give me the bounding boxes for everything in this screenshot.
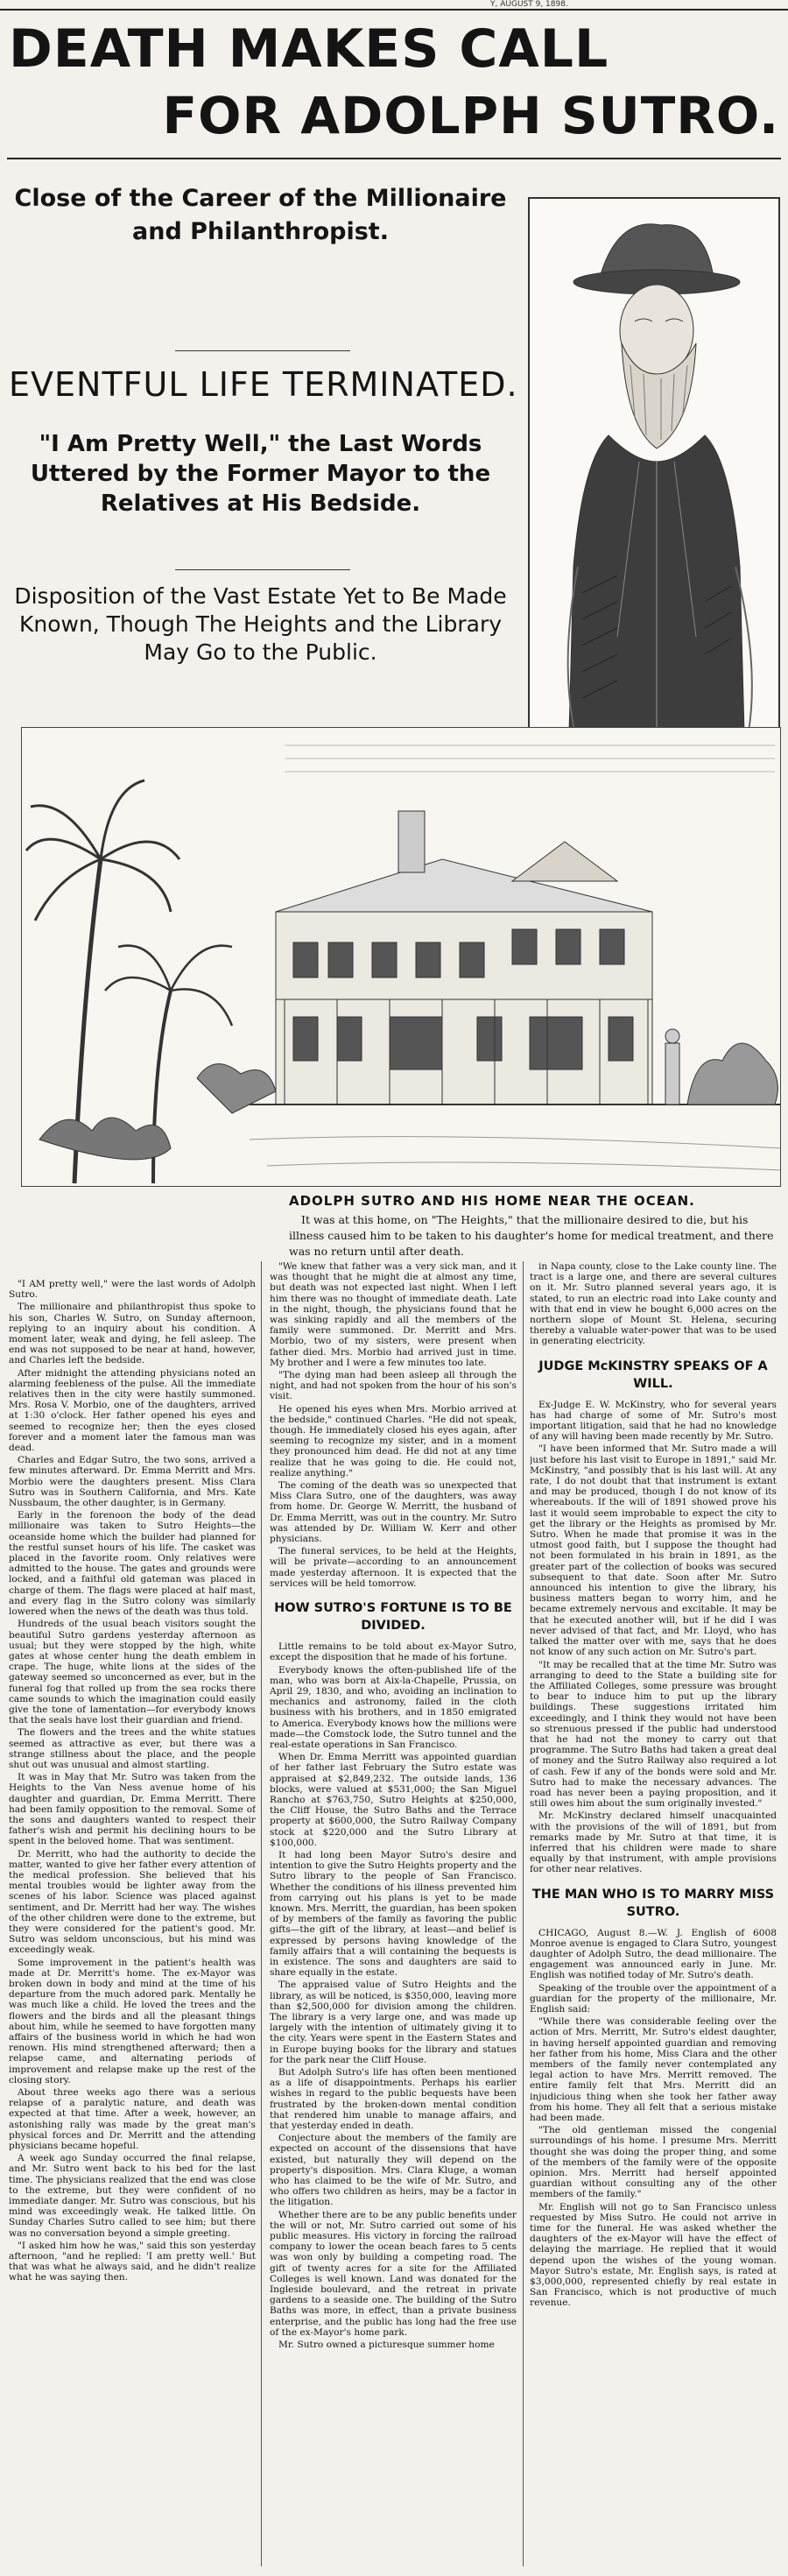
article-paragraph: "I AM pretty well," were the last words of Adolph Sutro. xyxy=(9,1279,256,1301)
headline-line-2: FOR ADOLPH SUTRO. xyxy=(162,86,779,145)
article-paragraph: Conjecture about the members of the family are expected on account of the dissensions that have existed, but naturally they will depend on the property's disposition. Mrs. Clara Kluge, a woman who has claimed to be the wife of Mr. Sutro, and who offers two children as heirs, may be a factor in the litigation. xyxy=(270,2133,517,2208)
article-paragraph: "It may be recalled that at the time Mr. Sutro was arranging to deed to the State a building site for the Affiliated Colleges, some pressure was brought to bear to induce him to put up the library buildings. These suggestions irritated him exceedingly, and I think they would not have been so strenuous pressed if the public had understood that he had not the money to carry out that programme. The Sutro Baths had taken a great deal of money and the Sutro Railway also required a lot of cash. Few if any of the bonds were sold and Mr. Sutro had to make the necessary advances. The road has never been a paying proposition, and it still owes him about the sum originally invested." xyxy=(530,1659,777,1810)
article-paragraph: Hundreds of the usual beach visitors sought the beautiful Sutro gardens yesterday afternoon as usual; but they were stopped by the high, white gates at whose center hung the death emblem in crape. The huge, white lions at the sides of the gateway seemed so unconcerned as ever, but in the funeral fog that rolled up from the sea rocks there came sounds to which the imagination could easily give the tone of lamentation—for everybody knows that the seals have lost their guardian and friend. xyxy=(9,1619,256,1726)
headline-line-1: DEATH MAKES CALL xyxy=(9,18,609,80)
article-paragraph: Mr. McKinstry declared himself unacquainted with the provisions of the will of 1891, but from remarks made by Mr. Sutro at that time, it is inferred that his children were made to share equally by that instrument, with ample provisions for other near relatives. xyxy=(530,1810,777,1875)
article-paragraph: The flowers and the trees and the white statues seemed as attractive as ever, but there was a strange stillness about the place, and the people shut out was unusual and almost startling. xyxy=(9,1727,256,1770)
house-illustration xyxy=(21,727,781,1187)
article-paragraph: Ex-Judge E. W. McKinstry, who for several years has had charge of some of Mr. Sutro's most important litigation, said that he had no knowledge of any will having been made recently by Mr. Sutro. xyxy=(530,1399,777,1443)
article-column-2 xyxy=(270,1261,517,2566)
article-paragraph: "I have been informed that Mr. Sutro made a will just before his last visit to Europe in 1891," said Mr. McKinstry, "and possibly that is his last will. At any rate, I do not doubt that that instrument is extant and may be produced, though I do not know of its whereabouts. If the will of 1891 showed prove his last it would seem improbable to expect the city to get the library or the Heights as promised by Mr. Sutro. When he made that promise it was in the utmost good faith, but I suppose the thought had not been formulated in his brain in 1891, as the greater part of the collection of books was secured subsequent to that date. Soon after Mr. Sutro announced his intention to give the library, his business matters began to worry him, and he became extremely nervous and excitable. It may be that he executed another will, but if he did I was never advised of that fact, and Mr. Lloyd, who has talked the matter over with me, says that he does not know of any such action on Mr. Sutro's part. xyxy=(530,1443,777,1658)
article-paragraph: It was in May that Mr. Sutro was taken from the Heights to the Van Ness avenue home of his daughter and guardian, Dr. Emma Merritt. There had been family opposition to the removal. Some of the sons and daughters wanted to respect their father's wish and permit his declining hours to be spent in the beloved home. That was sentiment. xyxy=(9,1772,256,1847)
article-paragraph: Speaking of the trouble over the appointment of a guardian for the property of the millionaire, Mr. English said: xyxy=(530,1982,777,2015)
article-paragraph: The coming of the death was so unexpected that Miss Clara Sutro, one of the daughters, was away from home. Dr. George W. Merritt, the husband of Dr. Emma Merritt, was out in the country. Mr. Sutro was attended by Dr. William W. Kerr and other physicians. xyxy=(270,1480,517,1545)
deck-eventful-life: EVENTFUL LIFE TERMINATED. xyxy=(9,365,518,404)
house-drawing xyxy=(22,728,781,1187)
article-paragraph: "I asked him how he was," said this son yesterday afternoon, "and he replied: 'I am pretty well.' But that was what he always said, and he didn't realize what he was saying then. xyxy=(9,2240,256,2283)
article-paragraph: Some improvement in the patient's health was made at Dr. Merritt's home. The ex-Mayor was broken down in body and mind at the time of his departure from the much adored park. Mentally he was much like a child. He loved the trees and the flowers and the birds and all the pleasant things about him, while he seemed to have forgotten many affairs of the business world in which he had won renown. His mind strengthened afterward; then a relapse came, and alternating periods of improvement and relapse make up the rest of the closing story. xyxy=(9,1957,256,2086)
article-paragraph: After midnight the attending physicians noted an alarming feebleness of the pulse. All the immediate relatives then in the city were hastily summoned. Mrs. Rosa V. Morbio, one of the daughters, arrived at 1:30 o'clock. Her father opened his eyes and seemed to recognize her; then the eyes closed forever and a moment later the famous man was dead. xyxy=(9,1367,256,1454)
article-paragraph: The funeral services, to be held at the Heights, will be private—according to an announcement made yesterday afternoon. It is expected that the services will be held tomorrow. xyxy=(270,1546,517,1589)
subhead-fortune: HOW SUTRO'S FORTUNE IS TO BE DIVIDED. xyxy=(274,1601,512,1634)
deck-last-words: "I Am Pretty Well," the Last Words Uttered by the Former Mayor to the Relatives at His Bedside. xyxy=(30,431,491,517)
article-paragraph: A week ago Sunday occurred the final relapse, and Mr. Sutro went back to his bed for the last time. The physicians realized that the end was close to the extreme, but they were confident of no immediate danger. Mr. Sutro was conscious, but his mind was exceedingly weak. He talked little. On Sunday Charles Sutro called to see him; but there was no conversation beyond a simple greeting. xyxy=(9,2153,256,2239)
deck-rule xyxy=(175,350,350,351)
article-paragraph: When Dr. Emma Merritt was appointed guardian of her father last February the Sutro estate was appraised at $2,849,232. The outside lands, 136 blocks, were valued at $531,000; the San Miguel Rancho at $763,750, Sutro Heights at $250,000, the Cliff House, the Sutro Baths and the Terrace property at $600,000, the Sutro Railway Company stock at $220,000 and the Sutro Library at $100,000. xyxy=(270,1752,517,1848)
article-paragraph: He opened his eyes when Mrs. Morbio arrived at the bedside," continued Charles. "He did not speak, though. He immediately closed his eyes again, after seeming to recognize my sister, and in a moment they pronounced him dead. He did not at any time realize that he was going to die. He could not, realize anything." xyxy=(270,1403,517,1479)
article-paragraph: It had long been Mayor Sutro's desire and intention to give the Sutro Heights property and the Sutro library to the people of San Francisco. Whether the conditions of his illness prevented him from carrying out his plans is yet to be made known. Mrs. Merritt, the guardian, has been spoken of by members of the family as favoring the public gifts—the gift of the library, at least—and belief is expressed by persons having knowledge of the family affairs that a will containing the bequests is in existence. The sons and daughters are said to share equally in the estate. xyxy=(270,1849,517,1979)
subhead-marry-miss-sutro: THE MAN WHO IS TO MARRY MISS SUTRO. xyxy=(531,1887,775,1919)
article-paragraph: Everybody knows the often-published life of the man, who was born at Aix-la-Chapelle, Prussia, on April 29, 1830, and who, avoiding an inclination to mechanics and astronomy, failed in the cloth business with his brothers, and in 1850 emigrated to America. Everybody knows how the millions were made—the Comstock lode, the Sutro tunnel and the real-estate operations in San Francisco. xyxy=(270,1664,517,1750)
article-paragraph: Early in the forenoon the body of the dead millionaire was taken to Sutro Heights—the oceanside home which the builder had planned for the restful sunset hours of his life. The casket was placed in the favorite room. Only relatives were admitted to the house. The gates and grounds were locked, and a faithful old gateman was placed in charge of them. The flags were placed at half mast, and every flag in the Sutro colony was similarly lowered when the news of the death was thus told. xyxy=(9,1510,256,1618)
illustration-caption-text: It was at this home, on "The Heights," that the millionaire desired to die, but his illness caused him to be taken to his daughter's home for medical treatment, and there was no return until after death. xyxy=(289,1213,774,1258)
article-paragraph: Dr. Merritt, who had the authority to decide the matter, wanted to give her father every attention of the medical profession. She believed that his mental troubles would be lighter away from the scenes of his labor. Science was placed against sentiment, and Dr. Merritt had her way. The wishes of the other children were done to the extreme, but they were considered for the patient's good. Mr. Sutro was seldom unconscious, but his mind was exceedingly weak. xyxy=(9,1848,256,1956)
article-paragraph: Whether there are to be any public benefits under the will or not, Mr. Sutro carried out some of his public measures. His victory in forcing the railroad company to lower the ocean beach fares to 5 cents was won only by building a competing road. The gift of twenty acres for a site for the Affiliated Colleges is well known. Land was donated for the Ingleside boulevard, and the retreat in private gardens to a seaside one. The building of the Sutro Baths was more, in effect, than a private business enterprise, and the public has long had the free use of the ex-Mayor's home park. xyxy=(270,2209,517,2338)
article-paragraph: Mr. English will not go to San Francisco unless requested by Miss Sutro. He could not arrive in time for the funeral. He was asked whether the daughters of the ex-Mayor will have the effect of delaying the marriage. He replied that it would depend upon the wishes of the young woman. Mayor Sutro's estate, Mr. English says, is rated at $3,000,000, represented chiefly by real estate in San Francisco, which is not productive of much revenue. xyxy=(530,2201,777,2309)
article-paragraph: in Napa county, close to the Lake county line. The tract is a large one, and there are several cultures on it. Mr. Sutro planned several years ago, it is stated, to run an electric road into Lake county and with that end in view he bought 6,000 acres on the northern slope of Mount St. Helena, securing thereby a valuable water-power that was to be used in generating electricity. xyxy=(530,1261,777,1347)
subhead-mckinstry: JUDGE McKINSTRY SPEAKS OF A WILL. xyxy=(538,1359,768,1391)
article-column-1 xyxy=(9,1279,256,2566)
deck-rule xyxy=(175,569,350,570)
article-paragraph: CHICAGO, August 8.—W. J. English of 6008 Monroe avenue is engaged to Clara Sutro, youngest daughter of Adolph Sutro, the dead millionaire. The engagement was announced early in June. Mr. English was notified today of Mr. Sutro's death. xyxy=(530,1927,777,1981)
article-paragraph: "The dying man had been asleep all through the night, and had not spoken from the hour of his son's visit. xyxy=(270,1370,517,1402)
illustration-caption: ADOLPH SUTRO AND HIS HOME NEAR THE OCEAN. xyxy=(289,1193,695,1209)
article-paragraph: The millionaire and philanthropist thus spoke to his son, Charles W. Sutro, on Sunday afternoon, replying to an inquiry about his condition. A moment later, weak and dying, he fell asleep. The end was not supposed to be near at hand, however, and Charles left the bedside. xyxy=(9,1302,256,1366)
article-paragraph: Mr. Sutro owned a picturesque summer home xyxy=(278,2340,495,2351)
article-paragraph: Charles and Edgar Sutro, the two sons, arrived a few minutes afterward. Dr. Emma Merritt and Mrs. Morbio were the daughters present. Miss Clara Sutro was in Southern California, and Mrs. Kate Nussbaum, the other daughter, is in Germany. xyxy=(9,1455,256,1509)
masthead-strip: Y, AUGUST 9, 1898. xyxy=(0,0,788,11)
article-paragraph: "While there was considerable feeling over the action of Mrs. Merritt, Mr. Sutro's eldest daughter, in having herself appointed guardian and removing her father from his home, Miss Clara and the other members of the family never contemplated any legal action to have Mrs. Merritt removed. The entire family felt that Mrs. Merritt did an injudicious thing when she took her father away from his home. They all felt that a serious mistake had been made. xyxy=(530,2016,777,2124)
article-paragraph: "We knew that father was a very sick man, and it was thought that he might die at almost any time, but death was not expected last night. When I left him there was no thought of immediate death. Late in the night, though, the physicians found that he was sinking rapidly and all the members of the family were summoned. Dr. Merritt and Mrs. Morbio, two of my sisters, were present when father died. Mrs. Morbio had arrived just in time. My brother and I were a few minutes too late. xyxy=(270,1261,517,1368)
article-paragraph: "The old gentleman missed the congenial surroundings of his home. I presume Mrs. Merritt thought she was doing the proper thing, and some of the members of the family were of the opposite opinion. Mrs. Merritt had herself appointed guardian without consulting any of the other members of the family." xyxy=(530,2125,777,2200)
article-paragraph: But Adolph Sutro's life has often been mentioned as a life of disappointments. Perhaps his earlier wishes in regard to the public bequests have been frustrated by the broken-down mental condition that rendered him unable to manage affairs, and that yesterday ended in death. xyxy=(270,2067,517,2132)
deck-estate: Disposition of the Vast Estate Yet to Be Made Known, Though The Heights and the Library May Go to the Public. xyxy=(14,583,507,665)
column-rule xyxy=(261,1261,262,2566)
article-paragraph: Little remains to be told about ex-Mayor Sutro, except the disposition that he made of his fortune. xyxy=(270,1641,517,1663)
article-paragraph: The appraised value of Sutro Heights and the library, as will be noticed, is $350,000, leaving more than $2,500,000 for division among the children. The library is a very large one, and was made up largely with the intention of ultimately giving it to the city. Years were spent in the Eastern States and in Europe buying books for the library and statues for the park near the Cliff House. xyxy=(270,1980,517,2065)
article-paragraph: About three weeks ago there was a serious relapse of a paralytic nature, and death was expected at that time. After a week, however, an astonishing rally was made by the great man's physical forces and Dr. Merritt and the attending physicians became hopeful. xyxy=(9,2087,256,2152)
column-rule xyxy=(523,1261,524,2566)
headline-rule xyxy=(7,158,781,159)
deck-career: Close of the Career of the Millionaire and Philanthropist. xyxy=(14,185,507,245)
article-column-3 xyxy=(530,1261,777,2566)
